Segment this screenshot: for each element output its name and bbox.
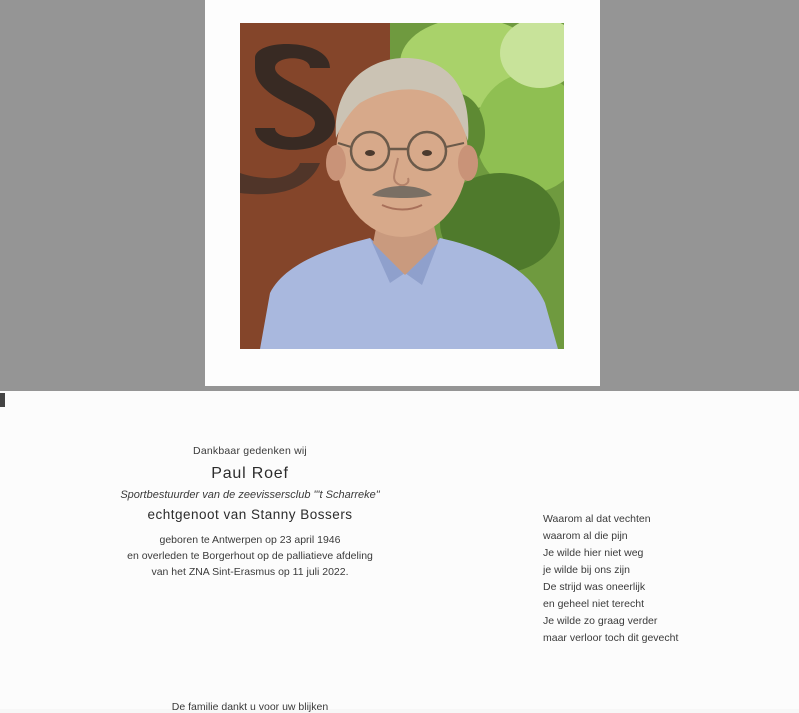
footer-text: De familie dankt u voor uw blijken — [171, 701, 329, 713]
poem-line: en geheel niet terecht — [543, 598, 644, 610]
detail-line-birth: geboren te Antwerpen op 23 april 1946 — [159, 534, 341, 546]
poem-line: waarom al die pijn — [543, 530, 628, 542]
intro-text: Dankbaar gedenken wij — [193, 445, 307, 457]
memorial-text-card — [0, 391, 799, 713]
poem-line: Je wilde zo graag verder — [543, 615, 658, 627]
photo-card — [205, 0, 600, 386]
portrait-photo — [240, 23, 564, 349]
spouse-text: echtgenoot van Stanny Bossers — [147, 507, 353, 522]
detail-line-hospital: van het ZNA Sint-Erasmus op 11 juli 2022. — [151, 566, 349, 578]
poem — [543, 511, 678, 647]
poem-line: Waarom al dat vechten — [543, 513, 651, 525]
deceased-name: Paul Roef — [211, 465, 289, 482]
card-corner-mark — [0, 393, 5, 407]
poem-line: Je wilde hier niet weg — [543, 547, 644, 559]
detail-line-death: en overleden te Borgerhout op de palliatieve afdeling — [127, 550, 373, 562]
poem-line: je wilde bij ons zijn — [543, 564, 630, 576]
poem-line: De strijd was oneerlijk — [543, 581, 646, 593]
memorial-text — [40, 445, 460, 580]
life-details — [40, 532, 460, 580]
role-text: Sportbestuurder van de zeevissersclub "'t Scharreke" — [120, 489, 380, 501]
poem-line: maar verloor toch dit gevecht — [543, 632, 679, 644]
